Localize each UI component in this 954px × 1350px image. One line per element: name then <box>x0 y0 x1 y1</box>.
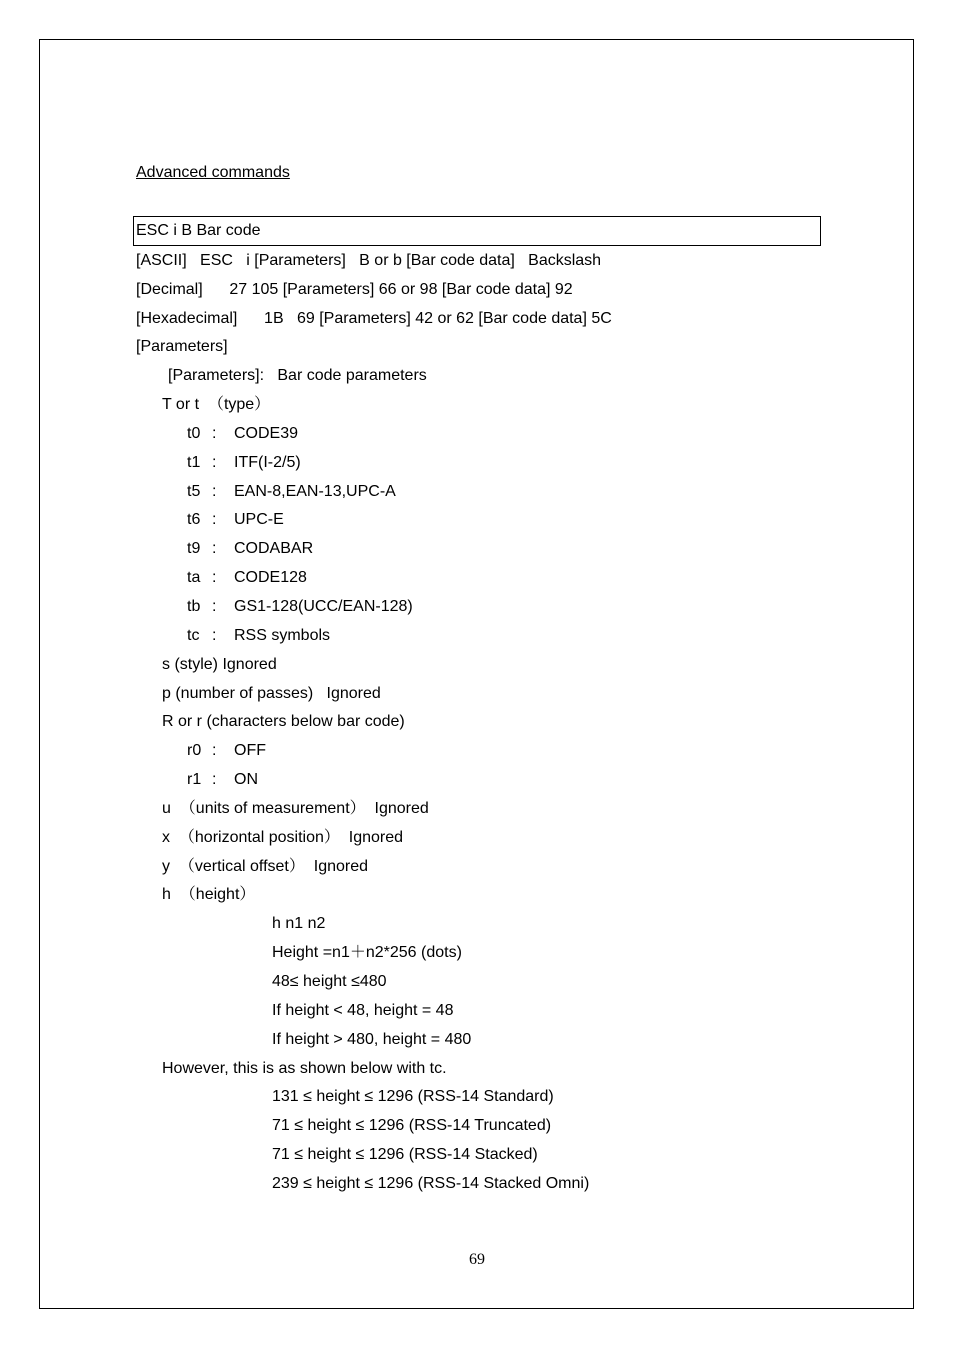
height-detail: Height =n1＋n2*256 (dots) <box>272 944 462 961</box>
type-code: tc <box>187 627 200 644</box>
chars-code: r0 <box>187 742 202 759</box>
type-label: CODE39 <box>234 425 299 442</box>
type-label: UPC-E <box>234 511 284 528</box>
tc-range: 131 ≤ height ≤ 1296 (RSS-14 Standard) <box>272 1088 554 1105</box>
type-label: EAN-8,EAN-13,UPC-A <box>234 483 396 500</box>
separator: : <box>212 598 217 615</box>
parameters-description: [Parameters]: Bar code parameters <box>168 367 427 384</box>
type-label: ITF(I-2/5) <box>234 454 301 471</box>
type-code: t1 <box>187 454 201 471</box>
separator: : <box>212 454 217 471</box>
passes-line: p (number of passes) Ignored <box>162 685 381 702</box>
type-label: RSS symbols <box>234 627 331 644</box>
section-title: Advanced commands <box>136 164 290 181</box>
type-heading: T or t （type） <box>162 396 271 413</box>
tc-note: However, this is as shown below with tc. <box>162 1060 447 1077</box>
type-label: CODE128 <box>234 569 307 586</box>
separator: : <box>212 569 217 586</box>
tc-range: 71 ≤ height ≤ 1296 (RSS-14 Stacked) <box>272 1146 538 1163</box>
separator: : <box>212 425 217 442</box>
height-detail: 48≤ height ≤480 <box>272 973 387 990</box>
height-detail: If height < 48, height = 48 <box>272 1002 454 1019</box>
type-code: ta <box>187 569 201 586</box>
type-code: tb <box>187 598 201 615</box>
type-code: t0 <box>187 425 201 442</box>
height-heading: h （height） <box>162 886 256 903</box>
separator: : <box>212 540 217 557</box>
style-line: s (style) Ignored <box>162 656 277 673</box>
parameters-heading: [Parameters] <box>136 338 228 355</box>
type-code: t5 <box>187 483 201 500</box>
separator: : <box>212 511 217 528</box>
separator: : <box>212 483 217 500</box>
separator: : <box>212 771 217 788</box>
height-detail: If height > 480, height = 480 <box>272 1031 472 1048</box>
type-label: GS1-128(UCC/EAN-128) <box>234 598 413 615</box>
chars-label: OFF <box>234 742 266 759</box>
hex-line: [Hexadecimal] 1B 69 [Parameters] 42 or 62 [Bar code data] 5C <box>136 310 612 327</box>
characters-heading: R or r (characters below bar code) <box>162 713 405 730</box>
height-detail: h n1 n2 <box>272 915 326 932</box>
ascii-line: [ASCII] ESC i [Parameters] B or b [Bar code data] Backslash <box>136 252 602 269</box>
separator: : <box>212 742 217 759</box>
chars-label: ON <box>234 771 258 788</box>
tc-range: 71 ≤ height ≤ 1296 (RSS-14 Truncated) <box>272 1117 552 1134</box>
type-label: CODABAR <box>234 540 314 557</box>
command-title-box <box>133 216 821 246</box>
units-line: u （units of measurement） Ignored <box>162 800 429 817</box>
page-number: 69 <box>469 1251 485 1268</box>
command-title: ESC i B Bar code <box>136 222 261 239</box>
chars-code: r1 <box>187 771 202 788</box>
horizontal-line: x （horizontal position） Ignored <box>162 829 404 846</box>
vertical-line: y （vertical offset） Ignored <box>162 858 369 875</box>
tc-range: 239 ≤ height ≤ 1296 (RSS-14 Stacked Omni) <box>272 1175 590 1192</box>
decimal-line: [Decimal] 27 105 [Parameters] 66 or 98 [Bar code data] 92 <box>136 281 573 298</box>
type-code: t6 <box>187 511 201 528</box>
separator: : <box>212 627 217 644</box>
type-code: t9 <box>187 540 201 557</box>
